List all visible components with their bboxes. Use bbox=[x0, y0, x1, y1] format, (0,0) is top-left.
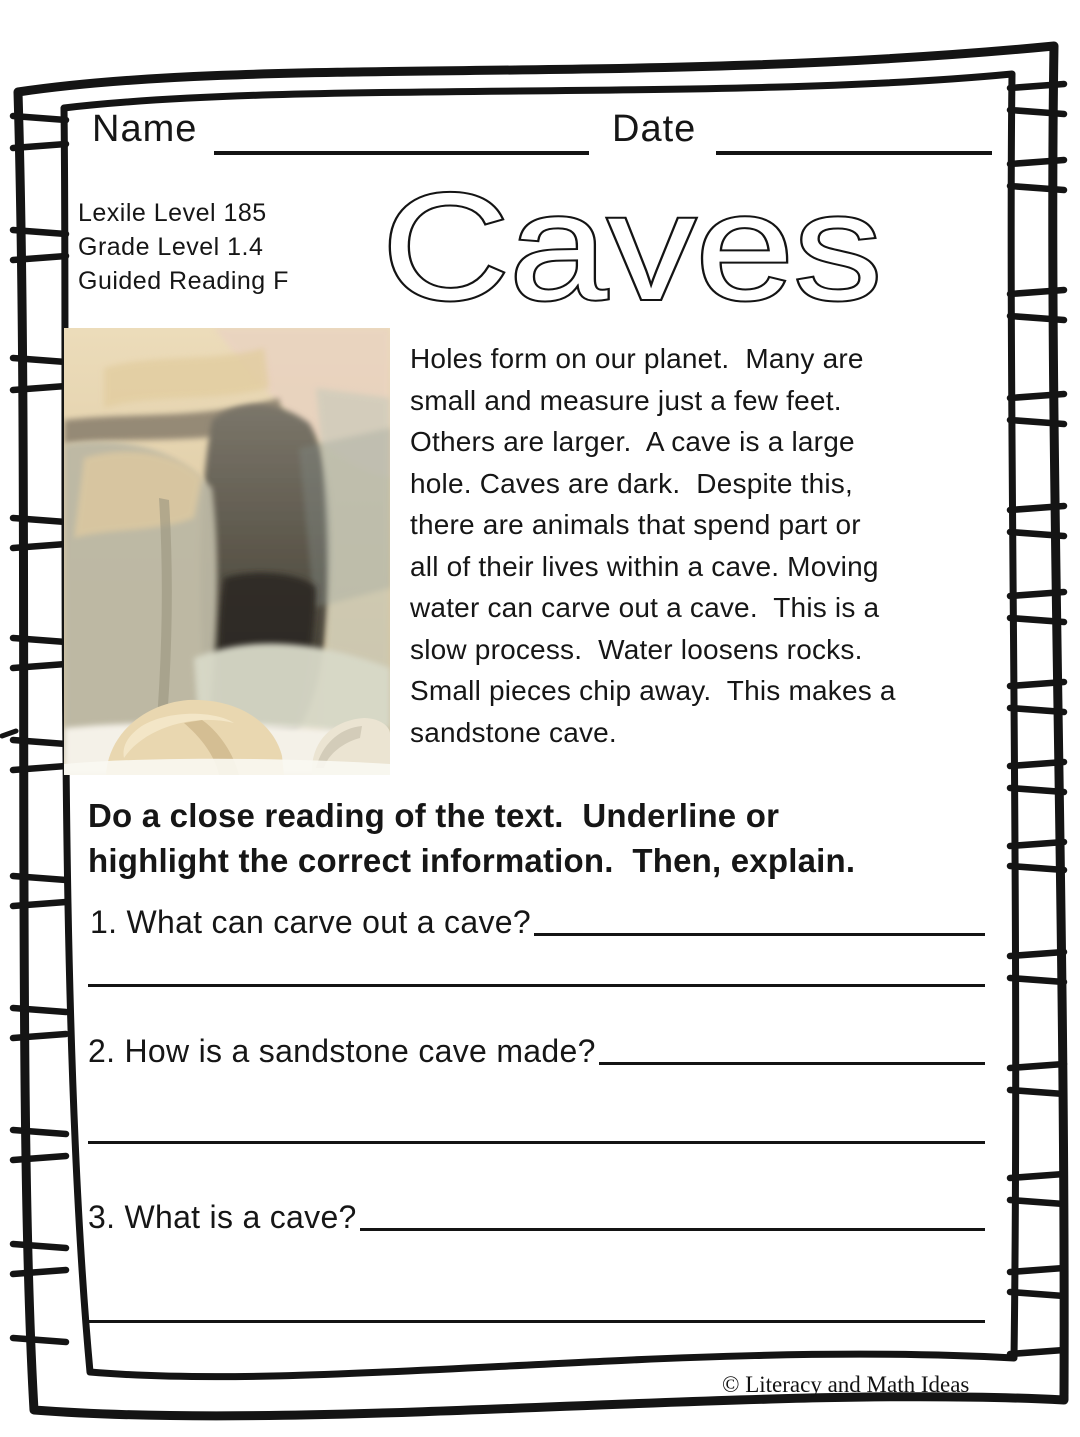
question-2 bbox=[88, 1026, 985, 1070]
question-3-text: 3. What is a cave? bbox=[88, 1199, 357, 1235]
name-blank bbox=[214, 113, 589, 155]
reading-level-info bbox=[78, 196, 289, 298]
date-label: Date bbox=[612, 108, 697, 150]
question-1 bbox=[90, 897, 985, 941]
passage-line: water can carve out a cave. This is a bbox=[410, 592, 880, 623]
passage-line: slow process. Water loosens rocks. bbox=[410, 633, 863, 665]
passage-line: Holes form on our planet. Many are bbox=[410, 343, 864, 374]
answer-line-3 bbox=[88, 1320, 985, 1323]
passage-line: Small pieces chip away. This makes a bbox=[410, 675, 896, 706]
grade-level: Grade Level 1.4 bbox=[78, 233, 264, 261]
answer-line-1 bbox=[88, 984, 985, 987]
question-3-blank bbox=[360, 1226, 985, 1231]
lexile-level: Lexile Level 185 bbox=[78, 199, 267, 227]
passage-line: hole. Caves are dark. Despite this, bbox=[410, 467, 853, 499]
answer-line-2 bbox=[88, 1141, 985, 1144]
passage-line: small and measure just a few feet. bbox=[410, 384, 842, 416]
passage-line: all of their lives within a cave. Moving bbox=[410, 550, 879, 582]
instructions-line: highlight the correct information. Then, explain. bbox=[88, 842, 856, 879]
question-3 bbox=[88, 1192, 985, 1236]
guided-reading-level: Guided Reading F bbox=[78, 267, 289, 295]
copyright-credit: © Literacy and Math Ideas bbox=[722, 1372, 970, 1397]
passage-line: there are animals that spend part or bbox=[410, 509, 861, 540]
cave-photo bbox=[64, 328, 390, 775]
close-reading-instructions bbox=[88, 793, 855, 883]
name-label: Name bbox=[92, 108, 198, 150]
question-1-text: 1. What can carve out a cave? bbox=[90, 904, 531, 940]
worksheet-title bbox=[372, 166, 892, 326]
title-text: Caves bbox=[382, 166, 882, 326]
date-blank bbox=[716, 113, 992, 155]
reading-passage bbox=[410, 338, 896, 753]
instructions-line: Do a close reading of the text. Underline or bbox=[88, 797, 780, 834]
question-2-text: 2. How is a sandstone cave made? bbox=[88, 1033, 596, 1069]
passage-line: Others are larger. A cave is a large bbox=[410, 426, 855, 457]
question-2-blank bbox=[599, 1060, 985, 1065]
passage-line: sandstone cave. bbox=[410, 716, 617, 748]
question-1-blank bbox=[534, 931, 985, 936]
